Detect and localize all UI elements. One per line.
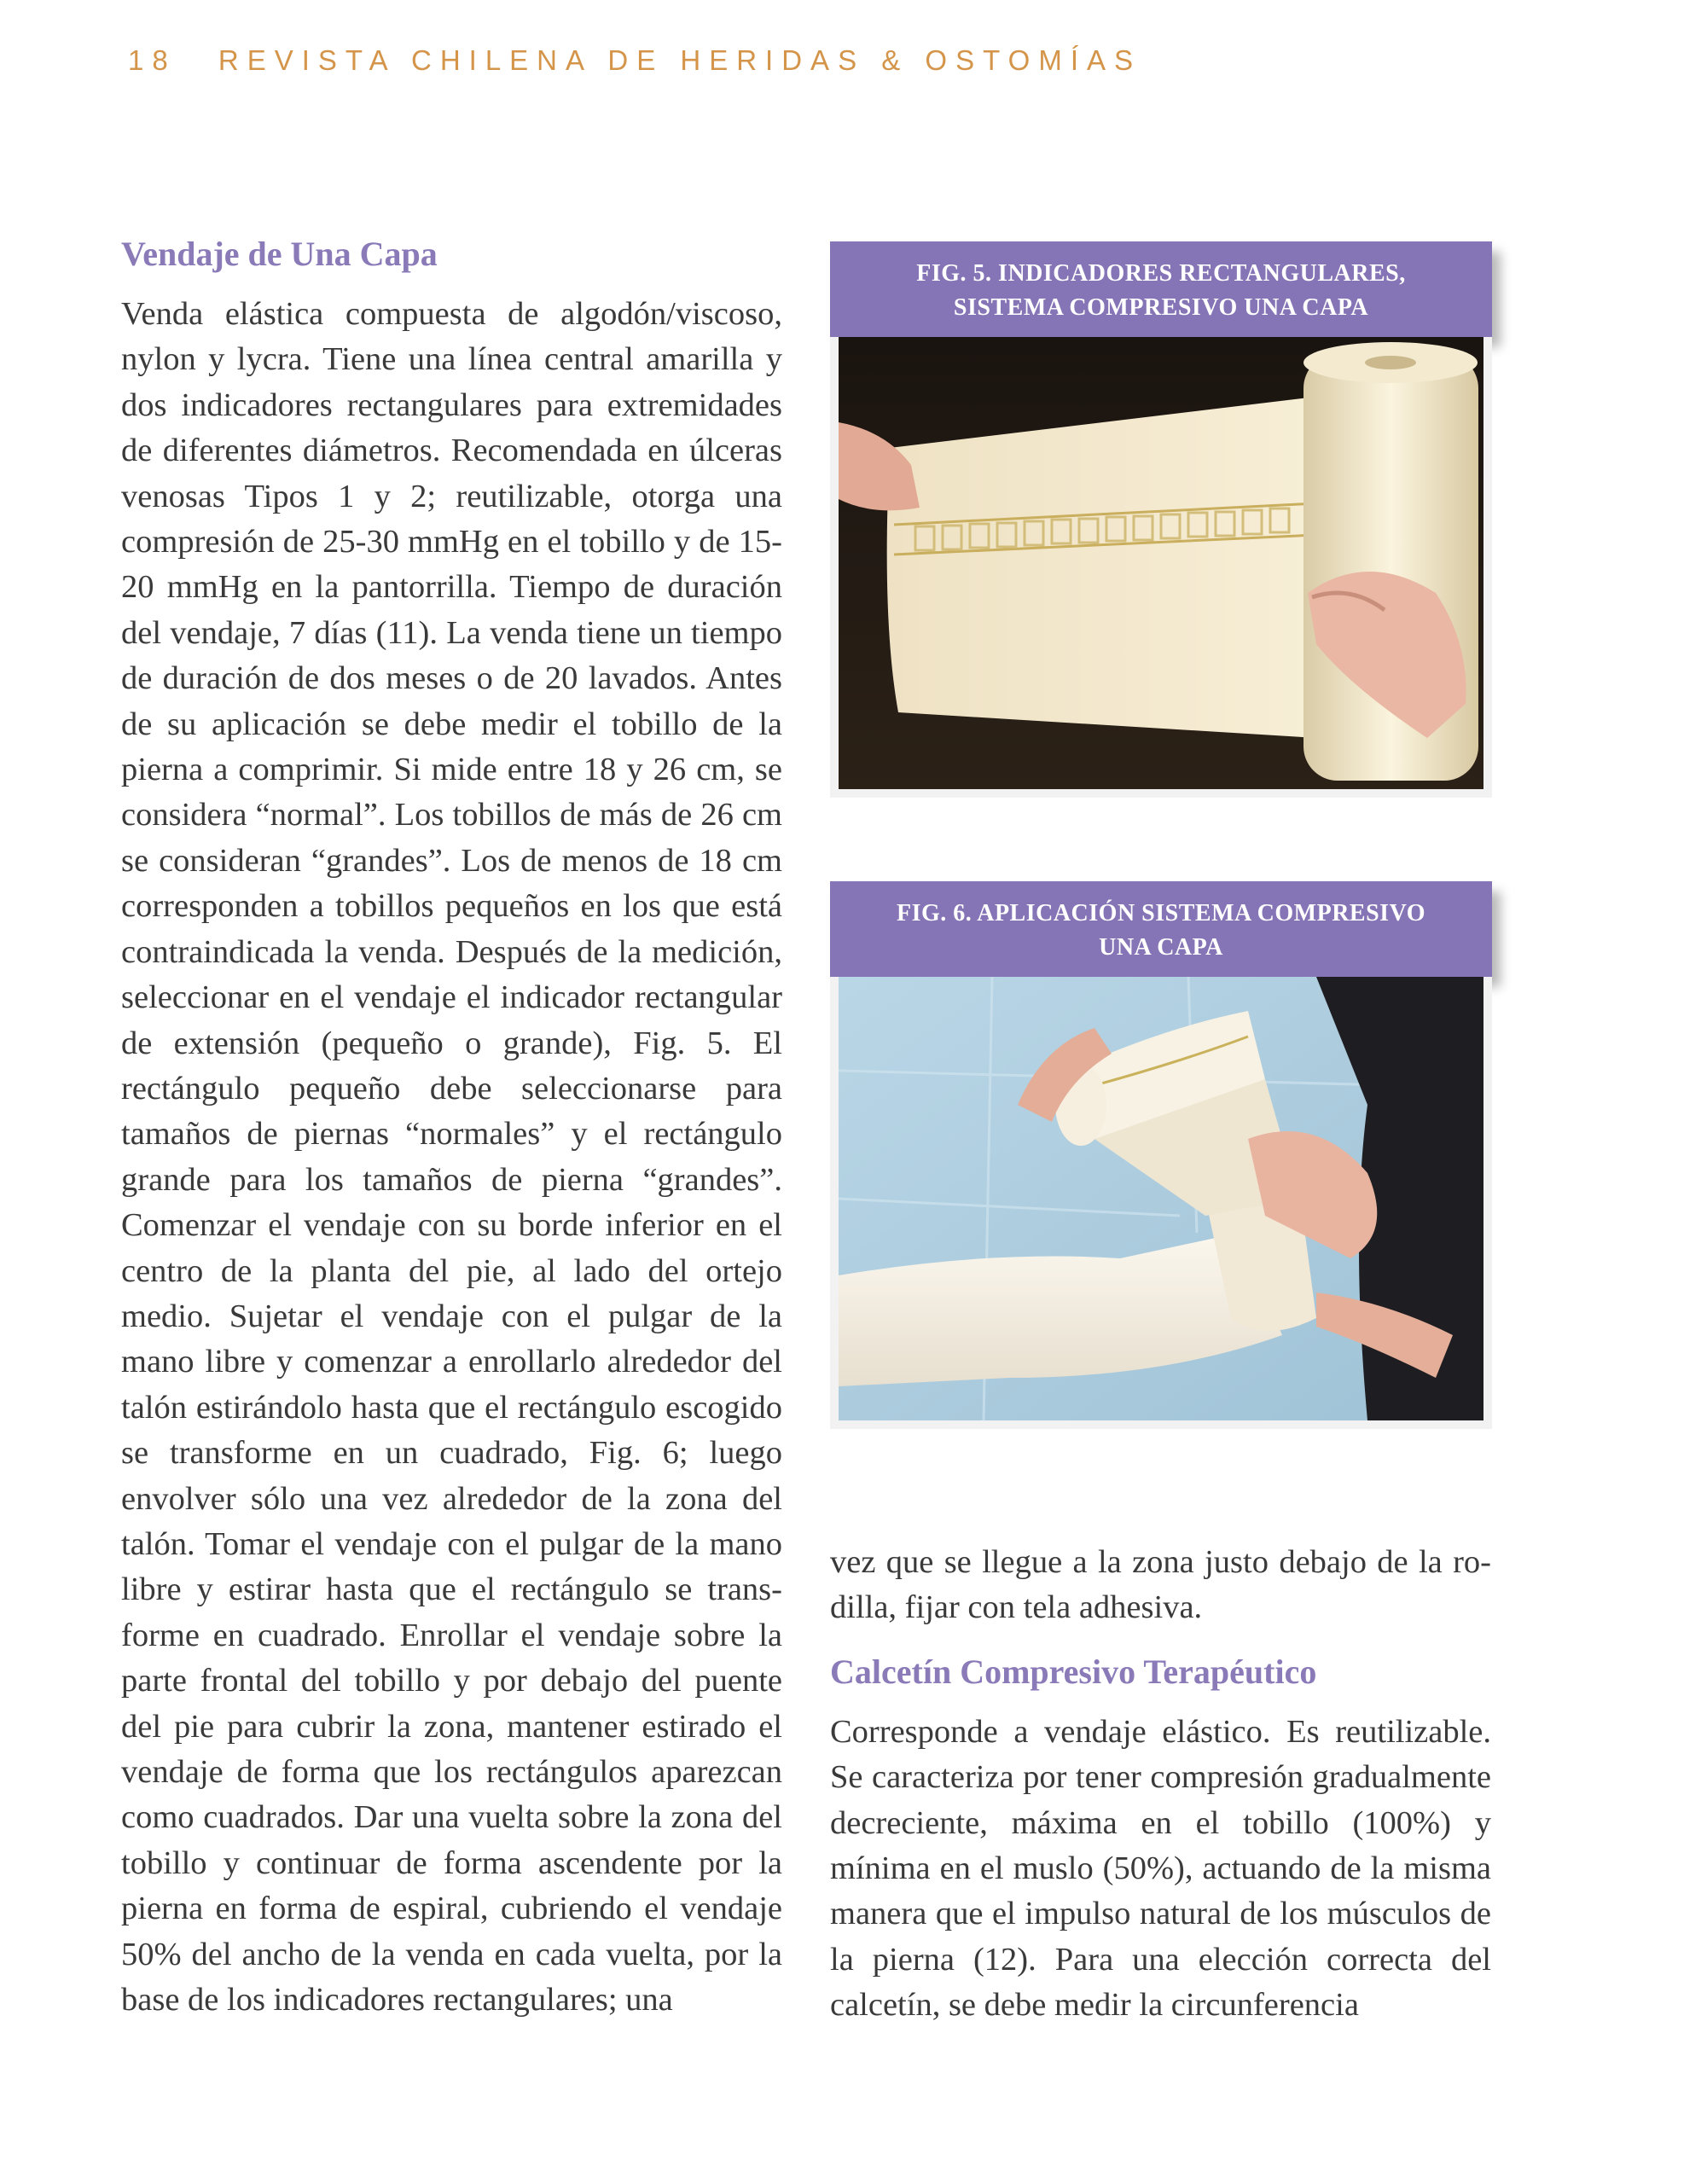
figure-6 [830, 881, 1492, 1429]
continuation-paragraph: vez que se llegue a la zona justo debajo de la rodilla, fijar con tela adhesiva. [830, 1544, 1491, 1626]
figure-5-photo [830, 337, 1492, 798]
journal-title: REVISTA CHILENA DE HERIDAS & OSTOMÍAS [218, 44, 1142, 76]
figure-6-caption [830, 881, 1492, 977]
right-column [830, 1540, 1491, 2029]
figure-5-caption-line-1: FIG. 5. INDICADORES RECTANGULARES, [916, 260, 1406, 287]
figure-5-caption-line-2: SISTEMA COMPRESIVO UNA CAPA [953, 294, 1369, 321]
bandage-roll-photo [839, 337, 1483, 789]
figure-5 [830, 241, 1492, 798]
running-header [128, 44, 1141, 77]
figure-6-caption-line-2: UNA CAPA [1099, 934, 1223, 961]
bandage-application-photo [839, 977, 1483, 1420]
left-column [121, 232, 782, 2023]
figure-5-caption [830, 241, 1492, 337]
section-heading-compression-sock: Calcetín Compresivo Terapéutico [830, 1652, 1317, 1691]
page-number: 18 [128, 44, 177, 76]
figure-6-caption-line-1: FIG. 6. APLICACIÓN SISTEMA COMPRESIVO [896, 900, 1426, 926]
figure-6-photo [830, 977, 1492, 1429]
body-paragraph-right: Corresponde a vendaje elástico. Es reutilizable. Se caracteriza por tener compresión gradualmente decreciente, máxima en el tobillo (100%) y mínima en el muslo (50%), actuando de la misma manera que el impulso natural de los músculos de la pierna (12). Para una elección correcta del calcetín, se debe medir la circunferencia [830, 1713, 1491, 2024]
section-heading-single-layer: Vendaje de Una Capa [121, 235, 438, 273]
body-paragraph: Venda elástica compuesta de algodón/viscoso, nylon y lycra. Tiene una línea central amarilla y dos indicadores rectangulares para extremidades de diferentes diámetros. Recomendada en úlceras venosas Tipos 1 y 2; reutilizable, otorga una compresión de 25-30 mmHg en el tobillo y de 15-20 mmHg en la pantorrilla. Tiempo de duración del vendaje, 7 días (11). La venda tiene un tiempo de duración de dos meses o de 20 lavados. Antes de su aplicación se debe medir el tobillo de la pierna a comprimir. Si mide entre 18 y 26 cm, se considera “normal”. Los tobillos de más de 26 cm se consideran “grandes”. Los de menos de 18 cm corresponden a tobillos pequeños en los que está contraindicada la venda. Después de la medición, seleccionar en el vendaje el indicador rectangular de extensión (pequeño o grande), Fig. 5. El rectángulo pequeño debe seleccionarse para tamaños de piernas “normales” y el rectángulo grande para los tamaños de pierna “grandes”. Comenzar el vendaje con su borde inferior en el centro de la planta del pie, al lado del ortejo medio. Sujetar el vendaje con el pulgar de la mano libre y comenzar a enrollarlo alrededor del talón estirándolo hasta que el rectángulo escogido se transforme en un cuadrado, Fig. 6; luego envolver sólo una vez alrededor de la zona del talón. Tomar el vendaje con el pulgar de la mano libre y estirar hasta que el rectángulo se transforme en cuadrado. Enrollar el vendaje sobre la parte frontal del tobillo y por debajo del puente del pie para cubrir la zona, mantener estirado el vendaje de forma que los rectángulos aparezcan como cuadrados. Dar una vuelta sobre la zona del tobillo y continuar de forma ascendente por la pierna en forma de espiral, cubriendo el vendaje 50% del ancho de la venda en cada vuelta, por la base de los indicadores rectangulares; una [121, 296, 782, 2018]
